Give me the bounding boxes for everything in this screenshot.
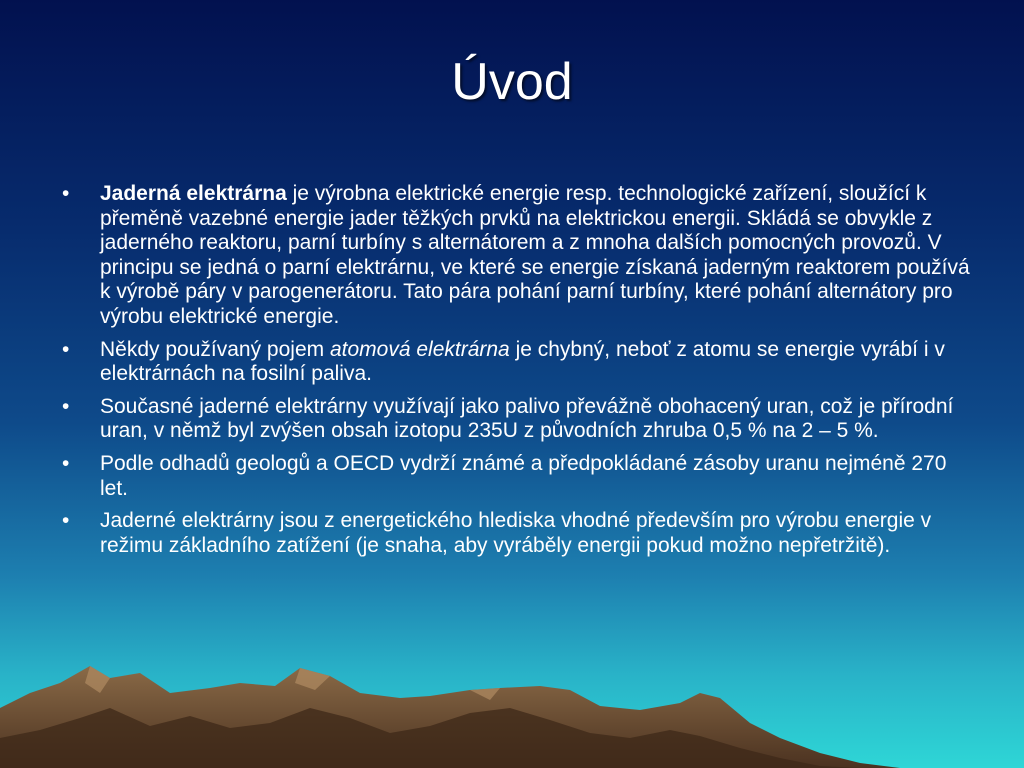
bullet-marker: • <box>62 182 70 205</box>
bullet-lead-bold: Jaderná elektrárna <box>100 182 287 205</box>
bullet-italic-term: atomová elektrárna <box>329 337 510 361</box>
bullet-item <box>62 509 972 558</box>
bullet-marker: • <box>62 337 70 361</box>
slide-body <box>62 182 972 566</box>
bullet-marker: • <box>62 451 70 475</box>
bullet-text-after: je chybný, neboť z atomu se energie vyrábí i v elektrárnách na fosilní paliva. <box>100 337 945 386</box>
bullet-item <box>62 338 972 387</box>
bullet-text-before: Někdy používaný pojem <box>100 337 330 361</box>
bullet-item <box>62 452 972 501</box>
bullet-text: je výrobna elektrické energie resp. technologické zařízení, sloužící k přeměně vazebné energie jader těžkých prvků na elektrickou energii. Skládá se obvykle z jaderného reaktoru, parní turbíny s alternátorem a z mnoha dalších pomocných provozů. V principu se jedná o parní elektrárnu, ve které se energie získaná jaderným reaktorem používá k výrobě páry v parogenerátoru. Tato pára pohání parní turbíny, které pohání alternátory pro výrobu elektrické energie. <box>100 182 970 328</box>
bullet-text: Jaderné elektrárny jsou z energetického hlediska vhodné především pro výrobu energie v režimu základního zatížení (je snaha, aby vyráběly energii pokud možno nepřetržitě). <box>100 509 932 557</box>
mountain-range-decoration <box>0 638 1024 768</box>
bullet-marker: • <box>62 509 70 533</box>
bullet-item <box>62 182 972 330</box>
bullet-text: Podle odhadů geologů a OECD vydrží známé a předpokládané zásoby uranu nejméně 270 let. <box>100 451 947 500</box>
slide-title: Úvod <box>451 53 573 111</box>
bullet-item <box>62 395 972 444</box>
bullet-text: Současné jaderné elektrárny využívají jako palivo převážně obohacený uran, což je přírodní uran, v němž byl zvýšen obsah izotopu 235U z původních zhruba 0,5 % na 2 – 5 %. <box>100 394 954 443</box>
bullet-marker: • <box>62 394 70 418</box>
